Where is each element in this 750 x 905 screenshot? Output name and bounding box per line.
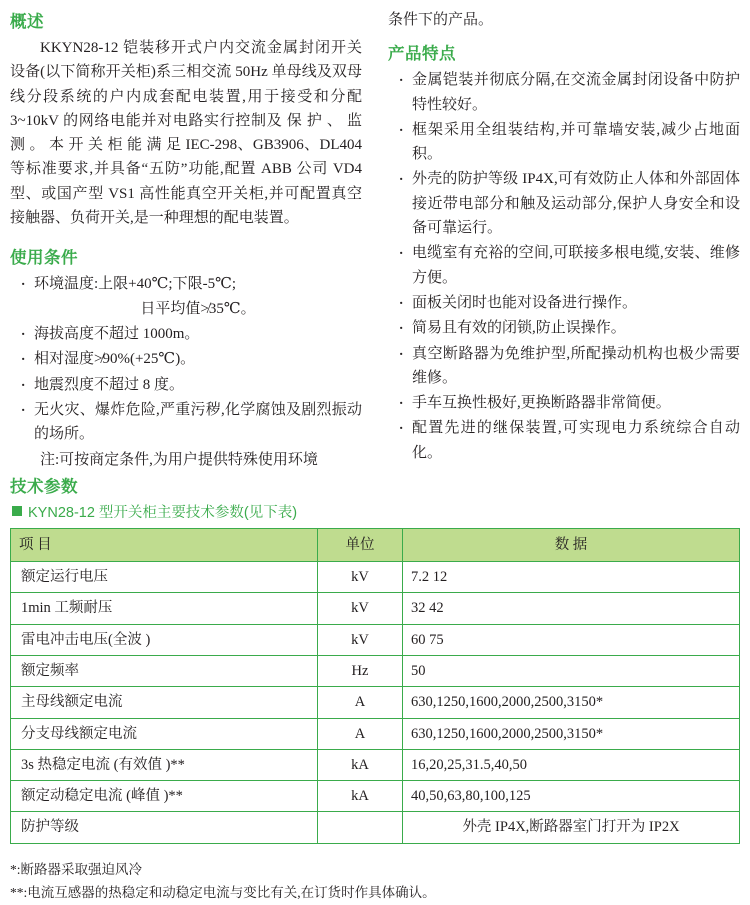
two-column-body [10,8,740,473]
cell-unit: kV [318,562,403,593]
list-item-text: 海拔高度不超过 1000m。 [34,325,200,342]
list-item [388,167,740,240]
table-row [11,562,740,593]
continuation-paragraph: 条件下的产品。 [388,12,494,28]
list-item-text: 电缆室有充裕的空间,可联接多根电缆,安装、维修方便。 [412,245,740,286]
left-column [10,8,362,473]
cell-data: 40,50,63,80,100,125 [403,781,740,812]
cell-unit: kA [318,781,403,812]
spec-table-head [11,528,740,561]
list-item-text: 简易且有效的闭锁,防止误操作。 [412,320,626,337]
list-item [388,416,740,465]
list-item-text: 框架采用全组装结构,并可靠墙安装,减少占地面积。 [412,121,740,163]
table-caption-text: KYN28-12 型开关柜主要技术参数(见下表) [28,504,298,521]
cell-item: 防护等级 [11,812,318,843]
list-item-text: 手车互换性极好,更换断路器非常简便。 [412,395,671,412]
cell-item: 3s 热稳定电流 (有效值 )** [11,749,318,780]
cell-unit: kV [318,593,403,624]
list-item [10,272,362,321]
list-item-text: 配置先进的继保装置,可实现电力系统综合自动化。 [412,420,740,461]
section-heading-overview: 概述 [10,13,44,31]
conditions-note: 注:可按商定条件,为用户提供特殊使用环境 [40,452,318,469]
cell-data: 32 42 [403,593,740,624]
section-heading-features: 产品特点 [388,45,456,64]
cell-item: 分支母线额定电流 [11,718,318,749]
cell-item: 额定运行电压 [11,562,318,593]
footnote-1: *:断路器采取强迫风冷 [10,861,143,877]
table-row [11,718,740,749]
list-item-text: 无火灾、爆炸危险,严重污秽,化学腐蚀及剧烈振动的场所。 [34,401,362,443]
section-heading-conditions: 使用条件 [10,249,78,268]
cell-data: 7.2 12 [403,562,740,593]
list-item [10,398,362,447]
cell-unit: A [318,718,403,749]
list-item-text: 外壳的防护等级 IP4X,可有效防止人体和外部固体接近带电部分和触及运动部分,保护人身安全和设备可靠运行。 [412,171,740,237]
list-item [388,291,740,315]
cell-item: 额定频率 [11,655,318,686]
list-item [388,316,740,340]
column-header-item: 项 目 [11,528,318,561]
column-header-unit: 单位 [318,528,403,561]
table-caption [12,501,740,522]
cell-unit: kA [318,749,403,780]
overview-paragraph: KKYN28-12 铠装移开式户内交流金属封闭开关设备(以下简称开关柜)系三相交流 50Hz 单母线及双母线分段系统的户内成套配电装置,用于接受和分配 3~10kV 的网络电能并对电路实行控制及 保 护 、 监 测 。 本 开 关 柜 能 满 足 IEC-298、GB3906、DL404 等标准要求,并具备“五防”功能,配置 ABB 公司 VD4 型、或国产型 VS1 高性能真空开关柜,并可配置真空接触器、负荷开关,是一种理想的配电装置。 [10,40,362,227]
cell-data: 60 75 [403,624,740,655]
spec-table-body [11,562,740,844]
table-row [11,781,740,812]
technical-parameters-section [10,473,740,905]
list-item-text: 面板关闭时也能对设备进行操作。 [412,294,638,311]
cell-unit: Hz [318,655,403,686]
features-list [388,68,740,465]
right-column [388,8,740,466]
cell-data: 630,1250,1600,2000,2500,3150* [403,718,740,749]
table-row [11,812,740,843]
cell-data: 50 [403,655,740,686]
list-item-text: 地震烈度不超过 8 度。 [34,376,185,393]
table-row [11,624,740,655]
table-row [11,655,740,686]
cell-item: 额定动稳定电流 (峰值 )** [11,781,318,812]
list-item [388,342,740,391]
cell-data: 外壳 IP4X,断路器室门打开为 IP2X [403,812,740,843]
column-header-data: 数 据 [403,528,740,561]
table-footnotes [10,858,740,905]
table-row [11,687,740,718]
list-item-subtext: 日平均值≯35℃。 [140,300,256,317]
cell-data: 16,20,25,31.5,40,50 [403,749,740,780]
list-item [388,241,740,290]
footnote-2: **:电流互感器的热稳定和动稳定电流与变比有关,在订货时作具体确认。 [10,885,436,901]
cell-unit [318,812,403,843]
cell-item: 雷电冲击电压(全波 ) [11,624,318,655]
table-row [11,593,740,624]
cell-item: 1min 工频耐压 [11,593,318,624]
square-bullet-icon [12,506,22,516]
table-header-row [11,528,740,561]
section-heading-tech: 技术参数 [10,477,78,496]
conditions-list [10,272,362,446]
list-item [388,118,740,167]
spec-table [10,528,740,844]
list-item-text: 真空断路器为免维护型,所配操动机构也极少需要维修。 [412,345,740,386]
list-item-text: 金属铠装并彻底分隔,在交流金属封闭设备中防护特性较好。 [412,72,740,113]
list-item [388,68,740,117]
cell-item: 主母线额定电流 [11,687,318,718]
list-item [10,373,362,397]
list-item-text: 环境温度:上限+40℃;下限-5℃; [34,276,237,293]
cell-data: 630,1250,1600,2000,2500,3150* [403,687,740,718]
cell-unit: A [318,687,403,718]
table-row [11,749,740,780]
list-item-text: 相对湿度≯90%(+25℃)。 [34,351,196,368]
cell-unit: kV [318,624,403,655]
list-item [388,391,740,415]
list-item [10,347,362,371]
list-item [10,322,362,346]
